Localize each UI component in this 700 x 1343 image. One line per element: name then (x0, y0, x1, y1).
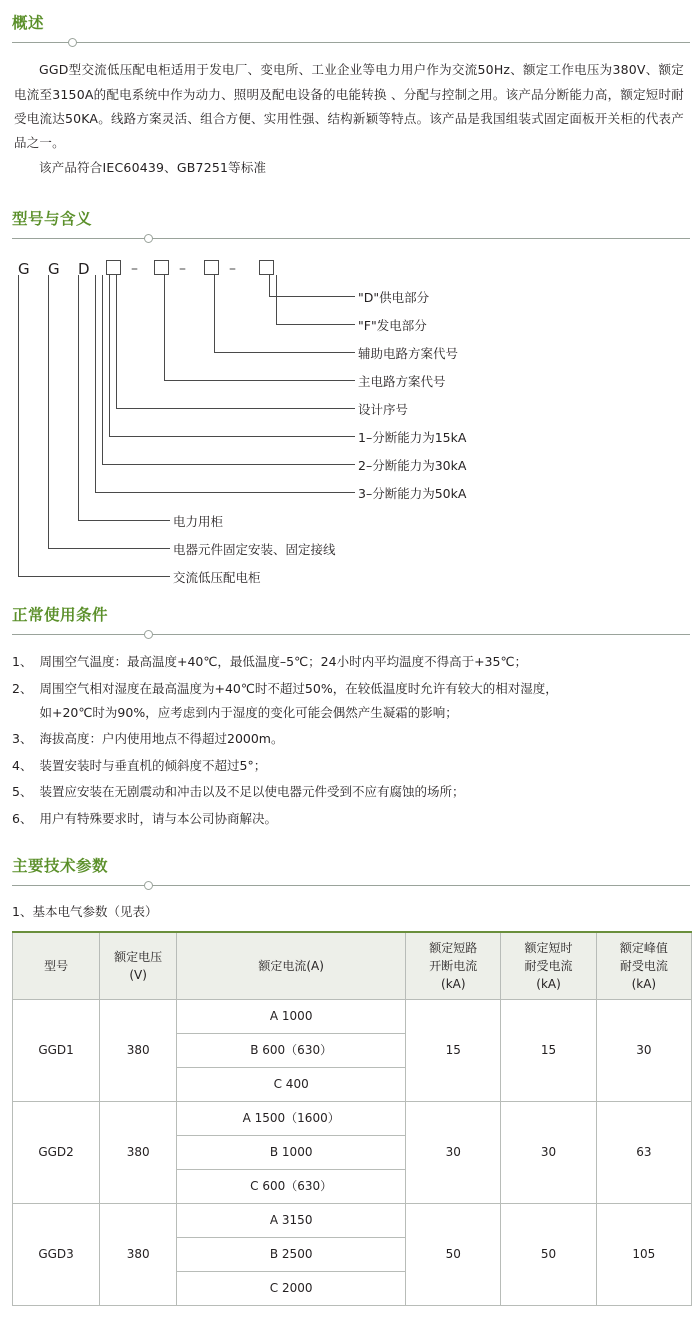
overview-paragraph-2: 该产品符合IEC60439、GB7251等标准 (39, 159, 267, 175)
heading-rule-line (12, 42, 690, 43)
heading-rule-line-params (12, 885, 690, 886)
col-header-short-time-current: 额定短时 耐受电流 (kA) (501, 932, 596, 1000)
leader-label-5: 设计序号 (358, 402, 409, 418)
cell-voltage: 380 (100, 1203, 177, 1305)
leader-label-3: 辅助电路方案代号 (358, 346, 459, 362)
overview-paragraph-1: GGD型交流低压配电柜适用于发电厂、变电所、工业企业等电力用户作为交流50Hz、额定工作电压为380V、额定电流至3150A的配电系统中作为动力、照明及配电设备的电能转换 、分配与控制之用。该产品分断能力高，额定短时耐受电流达50KA。线路方案灵活、组合方便、实用性强、结构新颖等特点。该产品是我国组装式固定面板开关柜的代表产品之一。 (14, 62, 684, 151)
leader-label-7: 2–分断能力为30kA (358, 458, 467, 474)
list-item-number: 3、 (12, 731, 33, 747)
leader-label-9: 电力用柜 (173, 514, 224, 530)
col-header-model-text: 型号 (44, 958, 69, 973)
cell-current: B 600（630） (177, 1033, 406, 1067)
list-item-text: 装置安装时与垂直机的倾斜度不超过5°； (39, 757, 267, 773)
section-title-overview: 概述 (12, 14, 45, 32)
cell-voltage: 380 (100, 999, 177, 1101)
cell-breaking-current: 50 (406, 1203, 501, 1305)
list-item-text: 装置应安装在无剧震动和冲击以及不足以使电器元件受到不应有腐蚀的场所； (39, 784, 465, 800)
table-row (13, 999, 692, 1033)
col-header-current-text: 额定电流(A) (258, 958, 324, 973)
cell-short-time-current: 30 (501, 1101, 596, 1203)
section-conditions-header (10, 602, 690, 640)
cell-current: C 400 (177, 1067, 406, 1101)
list-item (12, 780, 686, 804)
heading-rule-conditions (12, 630, 690, 640)
col-header-breaking-current: 额定短路 开断电流 (kA) (406, 932, 501, 1000)
code-dash-3: – (229, 261, 237, 278)
conditions-list (10, 650, 690, 831)
cell-current: C 600（630） (177, 1169, 406, 1203)
list-item-number: 5、 (12, 784, 33, 800)
list-item-text: 海拔高度：户内使用地点不得超过2000m。 (39, 731, 284, 747)
cell-model: GGD3 (13, 1203, 100, 1305)
heading-rule-dot (68, 38, 77, 47)
leader-label-8: 3–分断能力为50kA (358, 486, 467, 502)
list-item (12, 677, 686, 726)
list-item-number: 2、 (12, 680, 33, 696)
table-header-row (13, 932, 692, 1000)
leader-label-1: "D"供电部分 (358, 290, 430, 306)
list-item-text: 周围空气相对湿度在最高温度为+40℃时不超过50%，在较低温度时允许有较大的相对湿度， (39, 680, 558, 696)
section-params-header (10, 853, 690, 891)
cell-voltage: 380 (100, 1101, 177, 1203)
code-letter-2: G (48, 260, 61, 279)
section-title-params: 主要技术参数 (12, 856, 109, 875)
heading-rule-model (12, 234, 690, 244)
list-item-text-continued: 如+20℃时为90%，应考虑到内于湿度的变化可能会偶然产生凝霜的影响； (39, 705, 458, 720)
code-box-2 (154, 260, 169, 275)
cell-current: B 1000 (177, 1135, 406, 1169)
heading-rule-dot-conditions (144, 630, 153, 639)
list-item-number: 6、 (12, 810, 33, 826)
overview-body (10, 58, 690, 180)
leader-label-10: 电器元件固定安装、固定接线 (173, 542, 336, 558)
section-model-header (10, 206, 690, 244)
list-item (12, 754, 686, 778)
col-header-current (177, 932, 406, 1000)
section-overview-header (10, 10, 690, 48)
leader-label-11: 交流低压配电柜 (173, 570, 261, 586)
list-item-text: 用户有特殊要求时，请与本公司协商解决。 (39, 810, 278, 826)
section-title-conditions: 正常使用条件 (12, 606, 109, 625)
cell-current: A 1000 (177, 999, 406, 1033)
code-letter-3: D (78, 260, 91, 279)
cell-current: B 2500 (177, 1237, 406, 1271)
code-dash-1: – (131, 261, 139, 278)
cell-short-time-current: 15 (501, 999, 596, 1101)
section-title-model: 型号与含义 (12, 210, 93, 228)
list-item-text: 周围空气温度：最高温度+40℃，最低温度–5℃；24小时内平均温度不得高于+35℃； (39, 654, 527, 670)
cell-peak-current: 105 (596, 1203, 691, 1305)
code-dash-2: – (179, 261, 187, 278)
col-header-voltage: 额定电压 (V) (100, 932, 177, 1000)
heading-rule-line-conditions (12, 634, 690, 635)
table-row (13, 1101, 692, 1135)
cell-short-time-current: 50 (501, 1203, 596, 1305)
list-item-number: 4、 (12, 757, 33, 773)
cell-breaking-current: 15 (406, 999, 501, 1101)
code-box-3 (204, 260, 219, 275)
spec-table (12, 931, 692, 1306)
heading-rule-dot-model (144, 234, 153, 243)
list-item (12, 807, 686, 831)
params-subtitle: 1、基本电气参数（见表） (12, 904, 158, 919)
leader-label-6: 1–分断能力为15kA (358, 430, 467, 446)
heading-rule-overview (12, 38, 690, 48)
list-item-number: 1、 (12, 654, 33, 670)
cell-model: GGD2 (13, 1101, 100, 1203)
cell-peak-current: 63 (596, 1101, 691, 1203)
code-letter-1: G (18, 260, 31, 279)
leader-label-2: "F"发电部分 (358, 318, 427, 334)
heading-rule-params (12, 881, 690, 891)
leader-line-11 (18, 275, 170, 577)
heading-rule-dot-params (144, 881, 153, 890)
cell-current: C 2000 (177, 1271, 406, 1305)
cell-current: A 1500（1600） (177, 1101, 406, 1135)
leader-label-4: 主电路方案代号 (358, 374, 446, 390)
list-item (12, 727, 686, 751)
model-code-diagram (10, 256, 690, 596)
spec-table-body (13, 999, 692, 1305)
cell-current: A 3150 (177, 1203, 406, 1237)
code-box-4 (259, 260, 274, 275)
cell-model: GGD1 (13, 999, 100, 1101)
code-box-1 (106, 260, 121, 275)
cell-breaking-current: 30 (406, 1101, 501, 1203)
table-row (13, 1203, 692, 1237)
cell-peak-current: 30 (596, 999, 691, 1101)
heading-rule-line-model (12, 238, 690, 239)
col-header-model (13, 932, 100, 1000)
spec-table-head (13, 932, 692, 1000)
list-item (12, 650, 686, 674)
col-header-peak-current: 额定峰值 耐受电流 (kA) (596, 932, 691, 1000)
